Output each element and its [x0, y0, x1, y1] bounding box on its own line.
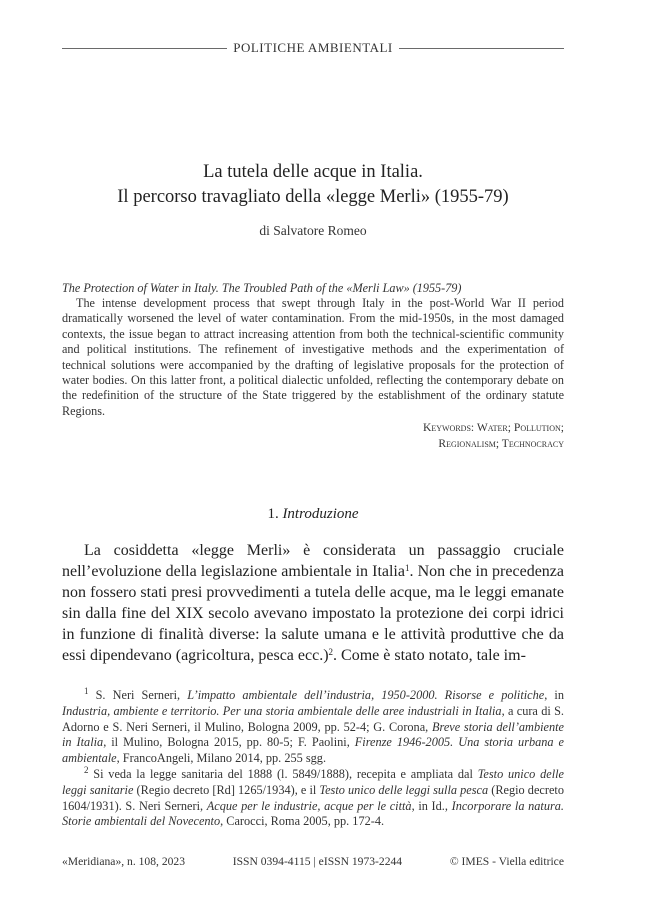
- footnote-2-italic-title: Testo unico delle leggi sulla pesca: [319, 782, 489, 797]
- footnote-1-number: 1: [84, 686, 89, 696]
- keywords-row-1: [62, 420, 564, 435]
- footnote-1-italic-title: Firenze 1946-2005. Una storia urbana e ambientale: [62, 735, 565, 766]
- footnote-1-text: , il Mulino, Bologna 2015, pp. 80-5; F. Paolini,: [103, 735, 355, 750]
- footnote-2-text: , in Id.,: [411, 798, 452, 813]
- article-title-line-1: La tutela delle acque in Italia.: [203, 162, 423, 182]
- section-title: Introduzione: [282, 506, 359, 522]
- body-text-part-3: . Come è stato notato, tale im-: [333, 647, 526, 664]
- footnote-1-text: , FrancoAngeli, Milano 2014, pp. 255 sgg.: [116, 751, 327, 766]
- footnote-1-text: , in: [544, 688, 564, 702]
- footnote-2-italic-title: Incorporare la natura. Storie ambientali del Novecento: [62, 798, 564, 829]
- footnotes: [62, 688, 564, 830]
- article-author: di Salvatore Romeo: [259, 223, 367, 238]
- footnote-ref-2[interactable]: 2: [328, 647, 334, 657]
- section-number: 1.: [267, 506, 279, 522]
- body-paragraph: [62, 540, 564, 666]
- footer-publisher: © IMES - Viella editrice: [449, 855, 564, 868]
- footnote-1-italic-title: Breve storia dell’ambiente in Italia: [62, 719, 564, 750]
- footnote-2-italic-title: Acque per le industrie, acque per le città: [206, 798, 412, 813]
- footnote-ref-1[interactable]: 1: [404, 563, 410, 573]
- footnote-1-text: , a cura di S. Adorno e S. Neri Serneri, il Mulino, Bologna 2009, pp. 52-4; G. Corona,: [62, 703, 564, 734]
- article-title-line-2: Il percorso travagliato della «legge Merli» (1955-79): [117, 187, 509, 207]
- keywords-line-1: Water; Pollution;: [476, 421, 564, 435]
- title-block: [62, 160, 564, 239]
- abstract-title: The Protection of Water in Italy. The Troubled Path of the «Merli Law» (1955-79): [62, 281, 462, 295]
- footnote-2: [62, 764, 564, 830]
- running-header-label: POLITICHE AMBIENTALI: [233, 40, 393, 55]
- header-rule-right: [399, 48, 564, 49]
- footer-journal: «Meridiana», n. 108, 2023: [62, 855, 186, 868]
- header-rule-left: [62, 48, 227, 49]
- footnote-2-text: (Regio decreto 1604/1931). S. Neri Serneri,: [62, 782, 564, 813]
- footer-issn: ISSN 0394-4115 | eISSN 1973-2244: [232, 855, 403, 868]
- footnote-1-italic-title: L’impatto ambientale dell’industria, 1950-2000. Risorse e politiche: [187, 688, 545, 702]
- footnote-2-text: Si veda la legge sanitaria del 1888 (l. 5849/1888), recepita e ampliata dal: [88, 766, 478, 781]
- keywords-line-2: Regionalism; Technocracy: [438, 436, 564, 450]
- footnote-2-number: 2: [84, 764, 89, 775]
- page-footer: [62, 855, 564, 868]
- section-heading: [62, 506, 564, 523]
- body-text-part-1: La cosiddetta «legge Merli» è considerata un passaggio cruciale nell’evoluzione della legislazione ambientale in Italia: [62, 542, 564, 580]
- footnote-2-italic-title: Testo unico delle leggi sanitarie: [62, 766, 564, 797]
- footnote-1: [62, 688, 564, 767]
- running-header: [62, 40, 564, 56]
- footnote-1-italic-title: Industria, ambiente e territorio. Per una storia ambientale delle aree industriali in Italia: [62, 703, 502, 718]
- footnote-2-text: (Regio decreto [Rd] 1265/1934), e il: [133, 782, 320, 797]
- keywords: [62, 420, 564, 451]
- keywords-label: Keywords:: [422, 421, 475, 435]
- abstract-text: The intense development process that swept through Italy in the post-World War II period dramatically worsened the level of water contamination. From the mid-1950s, in the most damaged contexts, the issue began to attract increasing attention from both the technical-scientific community and political institutions. The refinement of investigative methods and the experimentation of technical solutions were accompanied by the drafting of legislative proposals for the protection of water bodies. On this latter front, a political dialectic unfolded, reflecting the contemporary debate on the redefinition of the structure of the State triggered by the establishment of the ordinary statute Regions.: [62, 296, 564, 418]
- footnote-2-text: , Carocci, Roma 2005, pp. 172-4.: [220, 814, 385, 829]
- body-text-part-2: . Non che in precedenza non fossero stati presi provvedimenti a tutela delle acque, ma le leggi emanate sin dalla fine del XIX secolo avevano impostato la protezione dei corpi idrici in funzione di finalità diverse: la salute umana e le attività produttive che da essi dipendevano (agricoltura, pesca ecc.): [62, 563, 564, 664]
- english-abstract: [62, 280, 564, 451]
- footnote-1-text: S. Neri Serneri,: [88, 688, 188, 702]
